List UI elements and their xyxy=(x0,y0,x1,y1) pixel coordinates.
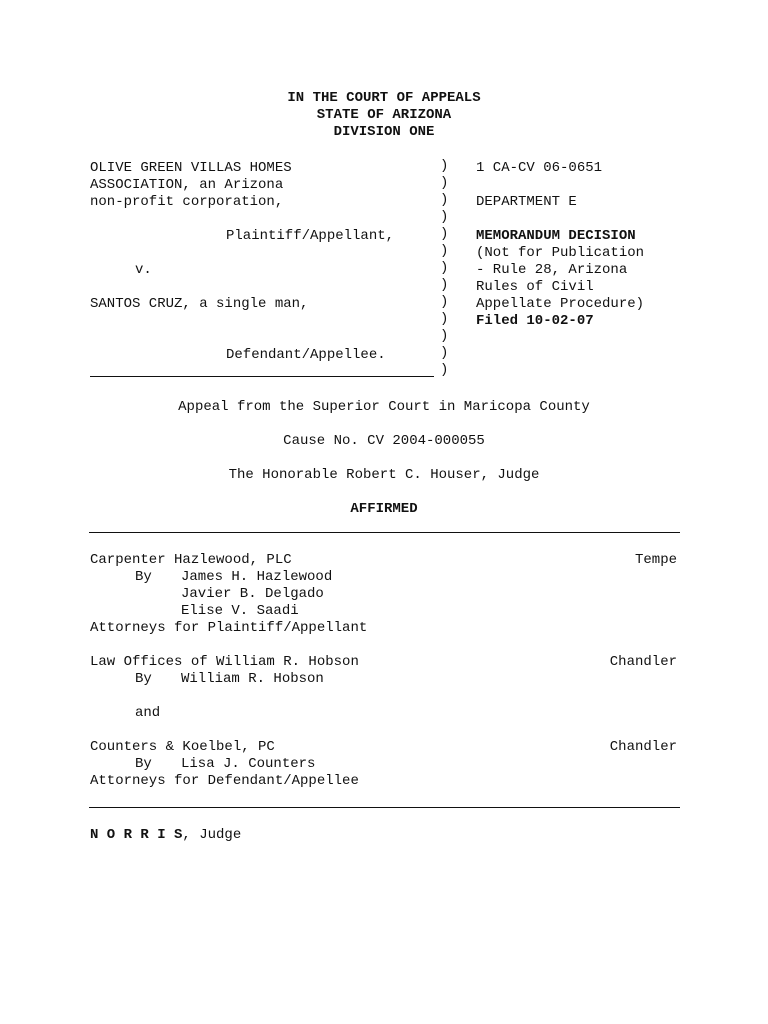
firm2-name: Law Offices of William R. Hobson xyxy=(90,654,359,670)
caption-paren: ) xyxy=(440,277,449,293)
publication-note-line1: (Not for Publication xyxy=(476,245,645,261)
firm1-role: Attorneys for Plaintiff/Appellant xyxy=(90,620,368,636)
publication-note-line3: Rules of Civil xyxy=(476,279,594,295)
caption-paren: ) xyxy=(440,209,449,225)
divider-top xyxy=(89,532,680,533)
caption-paren: ) xyxy=(440,362,449,378)
caption-paren: ) xyxy=(440,192,449,208)
author-name: N O R R I S xyxy=(90,827,183,843)
firm1-name: Carpenter Hazlewood, PLC xyxy=(90,552,292,568)
author-suffix: , Judge xyxy=(182,827,242,843)
caption-paren: ) xyxy=(440,345,449,361)
firm3-role: Attorneys for Defendant/Appellee xyxy=(90,773,359,789)
plaintiff-name-line1: OLIVE GREEN VILLAS HOMES xyxy=(90,160,292,176)
department: DEPARTMENT E xyxy=(476,194,577,210)
court-title: IN THE COURT OF APPEALS xyxy=(287,90,481,106)
firm3-name: Counters & Koelbel, PC xyxy=(90,739,275,755)
publication-note-line4: Appellate Procedure) xyxy=(476,296,645,312)
caption-paren: ) xyxy=(440,328,449,344)
filed-date: Filed 10-02-07 xyxy=(476,313,594,329)
caption-paren: ) xyxy=(440,158,449,174)
plaintiff-name-line3: non-profit corporation, xyxy=(90,194,284,210)
appeal-from: Appeal from the Superior Court in Maricopa County xyxy=(178,399,590,415)
firm3-by: By xyxy=(135,756,152,772)
caption-paren: ) xyxy=(440,294,449,310)
divider-bottom xyxy=(89,807,680,808)
cause-number: Cause No. CV 2004-000055 xyxy=(283,433,485,449)
caption-paren: ) xyxy=(440,226,449,242)
trial-judge: The Honorable Robert C. Houser, Judge xyxy=(228,467,540,483)
counsel-and: and xyxy=(135,705,161,721)
caption-paren-column xyxy=(440,158,454,379)
firm1-attorney1: James H. Hazlewood xyxy=(181,569,333,585)
firm1-city: Tempe xyxy=(634,552,677,568)
firm2-attorney1: William R. Hobson xyxy=(181,671,324,687)
defendant-name: SANTOS CRUZ, a single man, xyxy=(90,296,309,312)
versus: v. xyxy=(135,262,152,278)
defendant-role: Defendant/Appellee. xyxy=(226,347,386,363)
firm1-attorney3: Elise V. Saadi xyxy=(181,603,299,619)
firm1-attorney2: Javier B. Delgado xyxy=(181,586,324,602)
caption-paren: ) xyxy=(440,260,449,276)
opinion-author xyxy=(90,827,241,844)
firm3-attorney1: Lisa J. Counters xyxy=(181,756,316,772)
firm2-by: By xyxy=(135,671,152,687)
plaintiff-role: Plaintiff/Appellant, xyxy=(226,228,395,244)
disposition: AFFIRMED xyxy=(350,501,418,517)
caption-underline xyxy=(90,376,434,377)
caption-paren: ) xyxy=(440,175,449,191)
court-state: STATE OF ARIZONA xyxy=(316,107,452,123)
caption-paren: ) xyxy=(440,311,449,327)
decision-type: MEMORANDUM DECISION xyxy=(476,228,636,244)
case-number: 1 CA-CV 06-0651 xyxy=(476,160,603,176)
caption-paren: ) xyxy=(440,243,449,259)
publication-note-line2: - Rule 28, Arizona xyxy=(476,262,628,278)
firm3-city: Chandler xyxy=(609,739,677,755)
plaintiff-name-line2: ASSOCIATION, an Arizona xyxy=(90,177,284,193)
firm2-city: Chandler xyxy=(609,654,677,670)
court-division: DIVISION ONE xyxy=(333,124,435,140)
firm1-by: By xyxy=(135,569,152,585)
